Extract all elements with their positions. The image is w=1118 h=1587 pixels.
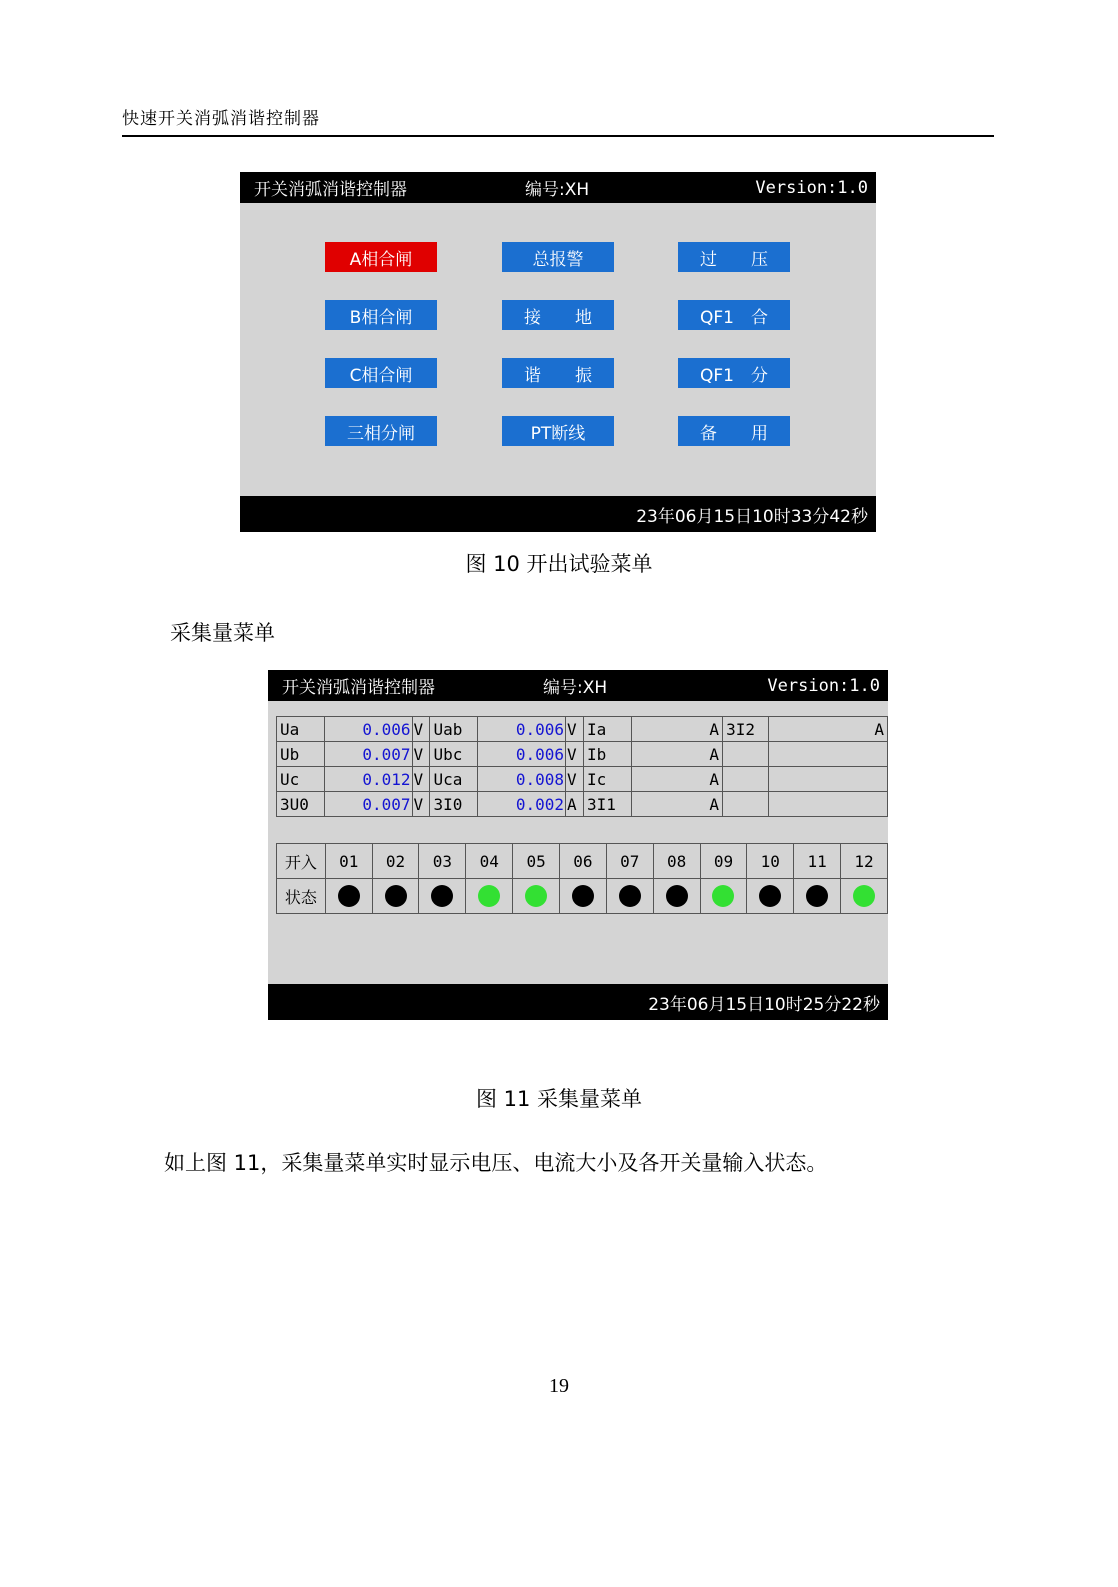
cell-value-unit: A — [768, 717, 887, 742]
di-state-cell — [419, 879, 466, 914]
fig11-title-version: Version:1.0 — [767, 675, 880, 696]
di-state-cell — [513, 879, 560, 914]
cell-label — [723, 742, 769, 767]
cell-value-unit — [768, 792, 887, 817]
cell-value: 0.006 — [324, 717, 412, 742]
button-b-phase-close[interactable]: B相合闸 — [325, 300, 437, 330]
cell-value: 0.007 — [324, 742, 412, 767]
cell-label: Ub — [277, 742, 325, 767]
table-row — [277, 717, 888, 742]
cell-value: 0.012 — [324, 767, 412, 792]
table-row — [277, 792, 888, 817]
button-a-phase-close[interactable]: A相合闸 — [325, 242, 437, 272]
status-dot — [525, 885, 547, 907]
fig10-title-id: 编号:XH — [525, 180, 590, 200]
page-number: 19 — [549, 1375, 569, 1397]
cell-value-unit — [768, 767, 887, 792]
cell-value: 0.008 — [478, 767, 566, 792]
di-channel: 06 — [560, 844, 607, 879]
cell-value: 0.007 — [324, 792, 412, 817]
button-overvoltage[interactable]: 过 压 — [678, 242, 790, 272]
measurement-table — [276, 716, 888, 817]
di-channel: 04 — [466, 844, 513, 879]
fig11-body — [268, 701, 888, 984]
di-channel: 03 — [419, 844, 466, 879]
cell-value-unit: A — [631, 767, 722, 792]
cell-value: 0.006 — [478, 717, 566, 742]
cell-label: Uca — [430, 767, 478, 792]
status-dot — [619, 885, 641, 907]
cell-label: 3I0 — [430, 792, 478, 817]
status-dot — [853, 885, 875, 907]
di-channel: 10 — [747, 844, 794, 879]
status-dot — [759, 885, 781, 907]
figure-10-device-screen — [240, 172, 876, 532]
di-channel: 01 — [325, 844, 372, 879]
button-three-phase-open[interactable]: 三相分闸 — [325, 416, 437, 446]
table-row — [277, 742, 888, 767]
cell-unit: V — [412, 767, 430, 792]
di-channel: 02 — [372, 844, 419, 879]
status-dot — [338, 885, 360, 907]
cell-value-unit: A — [631, 742, 722, 767]
fig11-title-id: 编号:XH — [543, 678, 608, 698]
cell-value-unit — [768, 742, 887, 767]
table-row-states — [277, 879, 888, 914]
cell-label: 3I2 — [723, 717, 769, 742]
di-state-cell — [747, 879, 794, 914]
di-channel: 05 — [513, 844, 560, 879]
di-state-cell — [325, 879, 372, 914]
button-general-alarm[interactable]: 总报警 — [502, 242, 614, 272]
cell-label: Ib — [583, 742, 631, 767]
di-channel: 08 — [653, 844, 700, 879]
cell-value-unit: A — [631, 792, 722, 817]
table-row-channels — [277, 844, 888, 879]
status-dot — [666, 885, 688, 907]
header-rule — [122, 135, 994, 137]
digital-input-table — [276, 843, 888, 914]
cell-label: Uc — [277, 767, 325, 792]
fig11-title-left: 开关消弧消谐控制器 — [282, 678, 435, 698]
cell-label: Ia — [583, 717, 631, 742]
button-grounding[interactable]: 接 地 — [502, 300, 614, 330]
table-row — [277, 767, 888, 792]
header-title: 快速开关消弧消谐控制器 — [122, 109, 320, 129]
cell-value: 0.006 — [478, 742, 566, 767]
status-dot — [478, 885, 500, 907]
cell-unit: V — [565, 742, 583, 767]
fig10-title-version: Version:1.0 — [755, 177, 868, 198]
fig11-titlebar — [268, 670, 888, 701]
button-pt-disconnection[interactable]: PT断线 — [502, 416, 614, 446]
cell-label: 3I1 — [583, 792, 631, 817]
di-channel: 11 — [794, 844, 841, 879]
running-header — [122, 104, 994, 137]
status-dot — [712, 885, 734, 907]
button-resonance[interactable]: 谐 振 — [502, 358, 614, 388]
cell-label — [723, 767, 769, 792]
status-dot — [431, 885, 453, 907]
cell-label: Ubc — [430, 742, 478, 767]
cell-unit: V — [565, 767, 583, 792]
status-dot — [806, 885, 828, 907]
cell-unit: V — [412, 717, 430, 742]
cell-label — [723, 792, 769, 817]
button-spare[interactable]: 备 用 — [678, 416, 790, 446]
cell-label: Ua — [277, 717, 325, 742]
di-state-cell — [841, 879, 888, 914]
fig10-body — [240, 203, 876, 496]
body-paragraph: 如上图 11，采集量菜单实时显示电压、电流大小及各开关量输入状态。 — [164, 1151, 828, 1175]
fig10-titlebar — [240, 172, 876, 203]
figure-10-caption: 图 10 开出试验菜单 — [465, 552, 653, 576]
fig10-footer-clock: 23年06月15日10时33分42秒 — [240, 496, 876, 532]
di-state-cell — [653, 879, 700, 914]
cell-unit: V — [412, 792, 430, 817]
di-channel: 09 — [700, 844, 747, 879]
button-c-phase-close[interactable]: C相合闸 — [325, 358, 437, 388]
status-dot — [572, 885, 594, 907]
fig10-title-left: 开关消弧消谐控制器 — [254, 180, 407, 200]
cell-value: 0.002 — [478, 792, 566, 817]
cell-value-unit: A — [631, 717, 722, 742]
cell-label: Uab — [430, 717, 478, 742]
cell-unit: A — [565, 792, 583, 817]
cell-unit: V — [565, 717, 583, 742]
di-state-cell — [560, 879, 607, 914]
di-state-cell — [466, 879, 513, 914]
fig11-footer-clock: 23年06月15日10时25分22秒 — [268, 984, 888, 1020]
section-title: 采集量菜单 — [170, 621, 275, 645]
di-state-cell — [606, 879, 653, 914]
di-channel: 07 — [606, 844, 653, 879]
button-qf1-open[interactable]: QF1 分 — [678, 358, 790, 388]
di-state-label: 状态 — [277, 879, 326, 914]
cell-label: Ic — [583, 767, 631, 792]
cell-unit: V — [412, 742, 430, 767]
di-state-cell — [700, 879, 747, 914]
di-channel: 12 — [841, 844, 888, 879]
figure-11-caption: 图 11 采集量菜单 — [475, 1087, 643, 1111]
button-qf1-close[interactable]: QF1 合 — [678, 300, 790, 330]
di-state-cell — [372, 879, 419, 914]
status-dot — [385, 885, 407, 907]
di-header-label: 开入 — [277, 844, 326, 879]
figure-11-device-screen — [268, 670, 888, 1020]
di-state-cell — [794, 879, 841, 914]
cell-label: 3U0 — [277, 792, 325, 817]
